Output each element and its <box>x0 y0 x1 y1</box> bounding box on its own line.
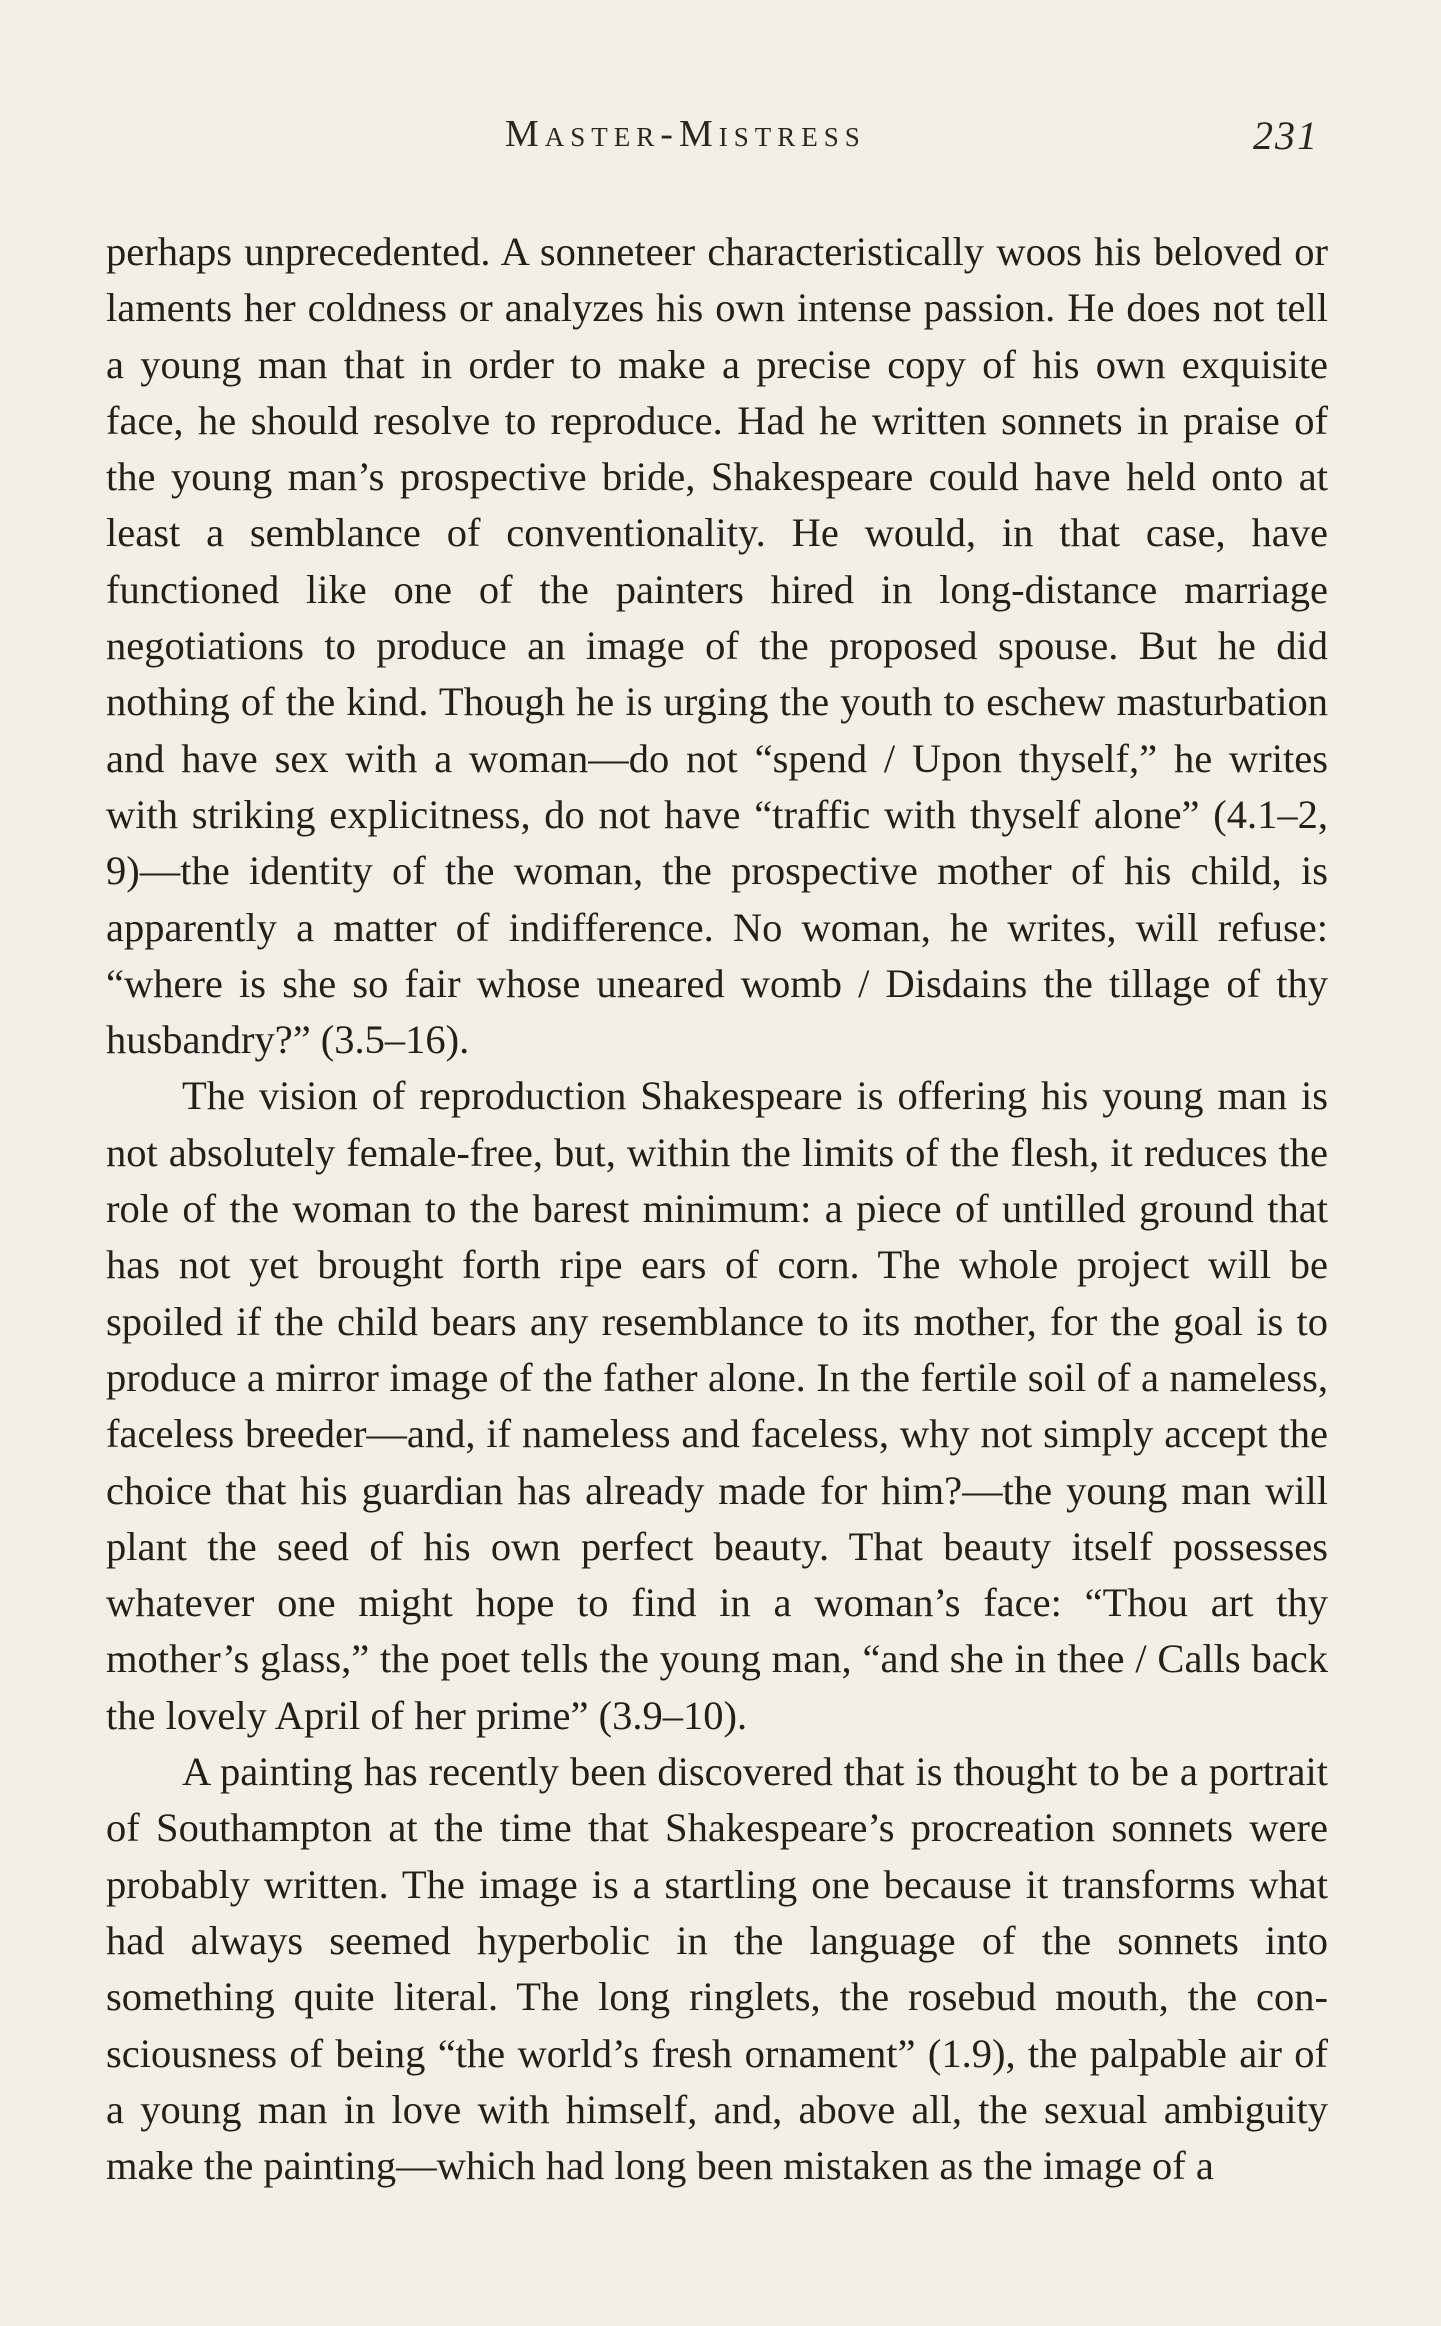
running-head <box>0 112 1441 172</box>
paragraph-continued: perhaps unprecedented. A sonneteer characteristically woos his beloved or laments her coldness or analyzes his own intense passion. He does not tell a young man that in order to make a precise copy of his own exquisite face, he should resolve to reproduce. Had he written sonnets in praise of the young man’s prospective bride, Shakespeare could have held onto at least a semblance of conventionality. He would, in that case, have functioned like one of the painters hired in long-distance marriage negotiations to produce an image of the proposed spouse. But he did nothing of the kind. Though he is urging the youth to eschew masturbation and have sex with a woman—do not “spend / Upon thyself,” he writes with striking explicitness, do not have “traffic with thyself alone” (4.1–2, 9)—the identity of the woman, the prospective mother of his child, is apparently a matter of indifference. No woman, he writes, will refuse: “where is she so fair whose uneared womb / Disdains the tillage of thy husbandry?” (3.5–16). <box>106 229 1328 1063</box>
paragraph: A painting has recently been discovered that is thought to be a portrait of Southampton at the time that Shakespeare’s procreation sonnets were probably written. The image is a startling one because it transforms what had always seemed hyperbolic in the language of the sonnets into something quite literal. The long ringlets, the rosebud mouth, the consciousness of being “the world’s fresh ornament” (1.9), the palpable air of a young man in love with himself, and, above all, the sexual ambiguity make the painting—which had long been mistaken as the image of a <box>106 1749 1328 2189</box>
paragraph: The vision of reproduction Shakespeare is offering his young man is not absolutely female-free, but, within the limits of the flesh, it reduces the role of the woman to the barest minimum: a piece of untilled ground that has not yet brought forth ripe ears of corn. The whole project will be spoiled if the child bears any resemblance to its mother, for the goal is to produce a mirror image of the father alone. In the fertile soil of a nameless, faceless breeder—and, if nameless and faceless, why not simply accept the choice that his guardian has already made for him?—the young man will plant the seed of his own perfect beauty. That beauty itself possesses whatever one might hope to find in a woman’s face: “Thou art thy mother’s glass,” the poet tells the young man, “and she in thee / Calls back the lovely April of her prime” (3.9–10). <box>106 1073 1328 1738</box>
running-title: Master-Mistress <box>505 113 866 155</box>
body-text <box>106 224 1328 2194</box>
page-number: 231 <box>1253 113 1319 158</box>
